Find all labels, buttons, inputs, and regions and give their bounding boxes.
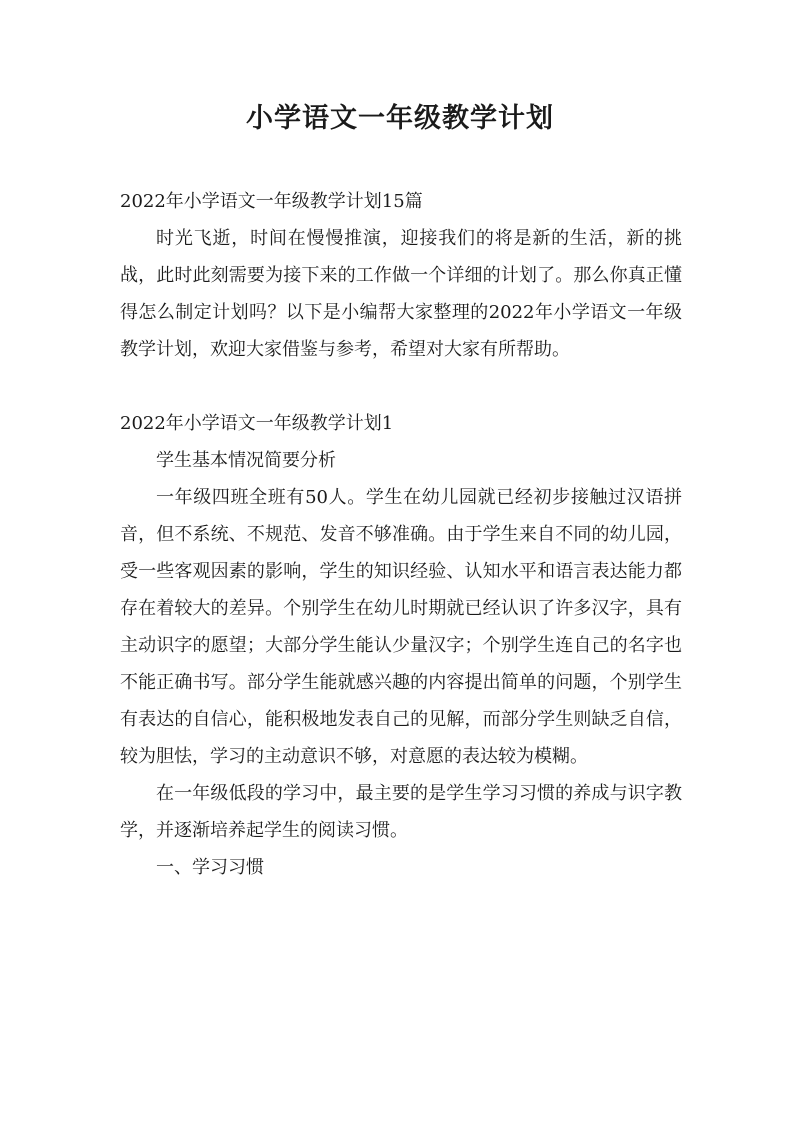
body-paragraph-2: 在一年级低段的学习中，最主要的是学生学习习惯的养成与识字教学，并逐渐培养起学生的阅读习惯。 [120, 783, 682, 841]
document-body [120, 183, 682, 886]
intro-paragraph: 时光飞逝，时间在慢慢推演，迎接我们的将是新的生活，新的挑战，此时此刻需要为接下来的工作做一个详细的计划了。那么你真正懂得怎么制定计划吗？以下是小编帮大家整理的2022年小学语文一年级教学计划，欢迎大家借鉴与参考，希望对大家有所帮助。 [120, 228, 682, 360]
section-heading: 2022年小学语文一年级教学计划1 [120, 413, 394, 434]
document-title: 小学语文一年级教学计划 [246, 103, 554, 134]
paragraph-spacer [120, 368, 682, 405]
list-item-study-habits: 一、学习习惯 [156, 857, 264, 878]
analysis-heading: 学生基本情况简要分析 [156, 450, 336, 471]
document-subtitle: 2022年小学语文一年级教学计划15篇 [120, 191, 423, 212]
body-paragraph-1: 一年级四班全班有50人。学生在幼儿园就已经初步接触过汉语拼音，但不系统、不规范、发音不够准确。由于学生来自不同的幼儿园，受一些客观因素的影响，学生的知识经验、认知水平和语言表达能力都存在着较大的差异。个别学生在幼儿时期就已经认识了许多汉字，具有主动识字的愿望；大部分学生能认少量汉字；个别学生连自己的名字也不能正确书写。部分学生能就感兴趣的内容提出简单的问题，个别学生有表达的自信心，能积极地发表自己的见解，而部分学生则缺乏自信，较为胆怯，学习的主动意识不够，对意愿的表达较为模糊。 [120, 487, 682, 767]
